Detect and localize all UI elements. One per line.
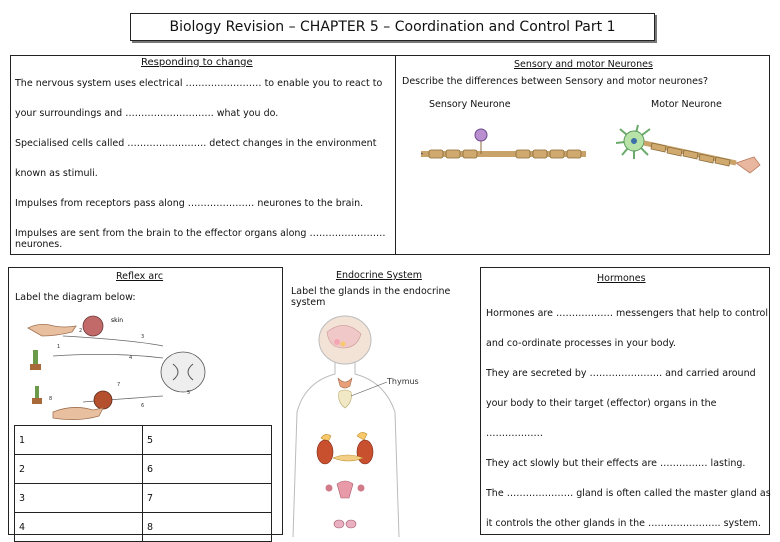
hormones-line-8: it controls the other glands in the ………………….. system. [486, 518, 761, 529]
reflex-diagram-label-1: 1 [57, 344, 61, 350]
hormones-heading: Hormones [597, 273, 646, 284]
table-cell[interactable]: 7 [143, 484, 272, 513]
neurones-panel [395, 55, 770, 255]
reflex-diagram-label-6: 6 [141, 403, 145, 409]
hormones-line-2: and co-ordinate processes in your body. [486, 338, 676, 349]
endocrine-heading: Endocrine System [336, 270, 422, 281]
table-cell[interactable]: 3 [15, 484, 143, 513]
reflex-diagram-label-3: 3 [141, 334, 145, 340]
responding-line-7: neurones. [15, 239, 63, 250]
hormones-panel [480, 267, 770, 535]
responding-line-6: Impulses are sent from the brain to the effector organs along …………………… [15, 228, 386, 239]
endocrine-instruction-2: system [291, 297, 326, 308]
responding-line-3: Specialised cells called ……………………. detect changes in the environment [15, 138, 377, 149]
table-row [15, 484, 272, 513]
table-cell[interactable]: 6 [143, 455, 272, 484]
table-cell[interactable]: 4 [15, 513, 143, 542]
hormones-line-5: ……………… [486, 428, 543, 439]
table-row [15, 455, 272, 484]
reflex-diagram-label-7: 7 [117, 382, 121, 388]
motor-neurone-diagram [606, 121, 766, 181]
thymus-label: Thymus [387, 377, 419, 386]
neurones-heading: Sensory and motor Neurones [514, 59, 653, 70]
endocrine-body-diagram [285, 312, 425, 537]
sensory-neurone-diagram [421, 126, 586, 176]
hormones-line-6: They act slowly but their effects are …………… lasting. [486, 458, 746, 469]
reflex-heading: Reflex arc [116, 271, 164, 282]
neurones-question: Describe the differences between Sensory and motor neurones? [402, 76, 709, 87]
reflex-skin-label: skin [111, 317, 124, 324]
responding-line-1: The nervous system uses electrical …………………… to enable you to react to [15, 78, 383, 89]
responding-line-5: Impulses from receptors pass along ………………… neurones to the brain. [15, 198, 364, 209]
page-title: Biology Revision – CHAPTER 5 – Coordination and Control Part 1 [169, 19, 616, 35]
motor-neurone-label: Motor Neurone [651, 99, 722, 110]
reflex-diagram-label-8: 8 [49, 396, 53, 402]
table-cell[interactable]: 2 [15, 455, 143, 484]
table-cell[interactable]: 5 [143, 426, 272, 455]
sensory-neurone-label: Sensory Neurone [429, 99, 511, 110]
responding-panel [10, 55, 397, 255]
reflex-diagram-label-5: 5 [187, 390, 191, 396]
reflex-diagram-label-4: 4 [129, 355, 133, 361]
title-box [130, 13, 655, 41]
responding-heading: Responding to change [141, 57, 253, 68]
hormones-line-7: The ………………… gland is often called the master gland as [486, 488, 771, 499]
table-cell[interactable]: 8 [143, 513, 272, 542]
reflex-diagram-label-2: 2 [79, 328, 83, 334]
reflex-arc-diagram [23, 312, 233, 422]
reflex-label-table [14, 425, 272, 542]
hormones-line-4: your body to their target (effector) organs in the [486, 398, 717, 409]
responding-line-2: your surroundings and ………………………. what you do. [15, 108, 279, 119]
table-row [15, 513, 272, 542]
hormones-line-3: They are secreted by ………………….. and carried around [486, 368, 756, 379]
table-row [15, 426, 272, 455]
reflex-instruction: Label the diagram below: [15, 292, 136, 303]
endocrine-instruction-1: Label the glands in the endocrine [291, 286, 451, 297]
hormones-line-1: Hormones are ……………… messengers that help to control [486, 308, 768, 319]
table-cell[interactable]: 1 [15, 426, 143, 455]
responding-line-4: known as stimuli. [15, 168, 98, 179]
